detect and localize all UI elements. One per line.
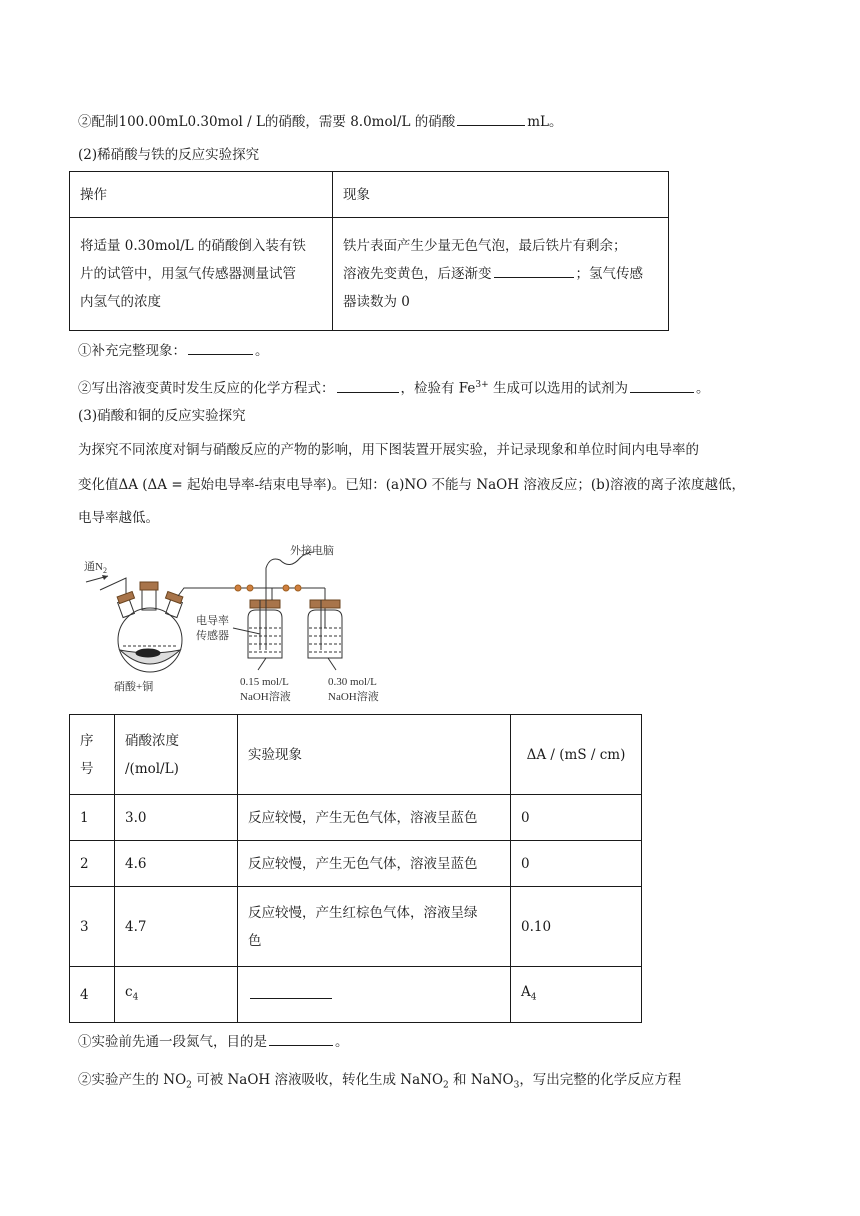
text: ②实验产生的 NO: [78, 1072, 187, 1088]
text: 可被 NaOH 溶液吸收，转化生成 NaNO: [191, 1072, 444, 1088]
cell-phenomenon: 反应较慢，产生无色气体，溶液呈蓝色: [238, 795, 511, 841]
n2-label: 通$N_2$: [84, 561, 107, 575]
subscript: 2: [186, 1080, 192, 1091]
table-row: [70, 967, 642, 1023]
text: 。: [335, 1034, 349, 1050]
section-heading-3: (3)硝酸和铜的反应实验探究: [78, 408, 246, 424]
paragraph-line: 电导率越低。: [78, 510, 159, 526]
answer-blank[interactable]: [457, 110, 525, 126]
superscript: 3+: [475, 380, 489, 390]
subscript: 4: [132, 992, 139, 1003]
text: mL。: [527, 114, 563, 130]
header-delta-a: ΔA / (mS / cm): [511, 715, 642, 795]
three-neck-flask: [117, 582, 183, 672]
subscript: 2: [443, 1080, 449, 1091]
text: 。: [696, 380, 710, 397]
sensor-label: 传感器: [196, 630, 229, 642]
bottle1-label: NaOH溶液: [240, 691, 291, 703]
cell-delta-a: 0: [511, 795, 642, 841]
table-row: [70, 795, 642, 841]
header-number: [70, 715, 115, 795]
cell-number: 2: [70, 841, 115, 887]
text: 和 NaNO: [448, 1072, 514, 1088]
subscript: 4: [530, 992, 537, 1003]
apparatus-diagram: [78, 538, 408, 708]
cell-delta-a: [511, 967, 642, 1023]
ph-line: 器读数为 0: [343, 294, 410, 310]
text: 硝酸浓度: [125, 732, 179, 749]
header-phenomenon: 现象: [333, 172, 669, 218]
cell-phenomenon: [238, 967, 511, 1023]
ph-line: [343, 260, 658, 288]
table-row: [70, 841, 642, 887]
text: ；氢气传感: [575, 266, 643, 282]
operation-cell: [70, 218, 333, 331]
leader-line: [233, 628, 260, 634]
joint: [295, 585, 301, 591]
text: 号: [80, 760, 94, 777]
answer-blank[interactable]: [188, 339, 253, 355]
cell-phenomenon: [238, 887, 511, 967]
cell-concentration: 3.0: [115, 795, 238, 841]
cell-concentration: 4.6: [115, 841, 238, 887]
answer-blank[interactable]: [337, 377, 399, 393]
op-line: 内氢气的浓度: [80, 294, 161, 310]
text: ，写出完整的化学反应方程: [519, 1072, 682, 1088]
cell-delta-a: 0: [511, 841, 642, 887]
copper-experiment-table: [69, 714, 642, 1023]
joint: [283, 585, 289, 591]
header-concentration: [115, 715, 238, 795]
gas-wash-bottle-1: [248, 600, 282, 658]
cell-concentration: [115, 967, 238, 1023]
text: ②写出溶液变黄时发生反应的化学方程式：: [78, 380, 335, 397]
header-operation: 操作: [70, 172, 333, 218]
text: 生成可以选用的试剂为: [488, 380, 628, 397]
question-equation-fe3: [78, 375, 710, 399]
cell-number: 1: [70, 795, 115, 841]
joint: [247, 585, 253, 591]
question-complete-phenomenon: [78, 339, 269, 361]
answer-blank[interactable]: [250, 983, 332, 999]
text: /(mol/L): [125, 760, 179, 777]
leader-line: [258, 658, 266, 670]
cell-concentration: 4.7: [115, 887, 238, 967]
answer-blank[interactable]: [630, 377, 694, 393]
text: 反应较慢，产生红棕色气体，溶液呈绿: [248, 904, 478, 921]
bottle2-label: NaOH溶液: [328, 691, 379, 703]
question-prepare-nitric-acid: [78, 110, 563, 132]
cell-phenomenon: 反应较慢，产生无色气体，溶液呈蓝色: [238, 841, 511, 887]
cell-delta-a: 0.10: [511, 887, 642, 967]
text: A: [521, 983, 531, 1000]
text: 色: [248, 932, 262, 949]
op-line: 将适量 0.30mol/L 的硝酸倒入装有铁: [80, 238, 306, 254]
joint: [235, 585, 241, 591]
paragraph-line: 变化值ΔA (ΔA = 起始电导率-结束电导率)。已知：(a)NO 不能与 NaOH 溶液反应；(b)溶液的离子浓度越低，: [78, 477, 745, 493]
bottle1-label: 0.15 mol/L: [240, 676, 289, 688]
question-nitrogen-purpose: [78, 1030, 349, 1052]
bottle2-label: 0.30 mol/L: [328, 676, 377, 688]
subscript: 3: [513, 1080, 520, 1091]
flask-label: 硝酸+铜: [114, 681, 154, 693]
text: c: [125, 983, 133, 1000]
iron-experiment-table: [69, 171, 669, 331]
cell-number: 4: [70, 967, 115, 1023]
text: 序: [80, 732, 94, 749]
text: 。: [255, 343, 269, 359]
leader-line: [328, 658, 336, 670]
section-heading-2: (2)稀硝酸与铁的反应实验探究: [78, 147, 260, 163]
op-line: 片的试管中，用氢气传感器测量试管: [80, 266, 296, 282]
text: 溶液先变黄色，后逐渐变: [343, 266, 492, 282]
computer-label: 外接电脑: [290, 545, 334, 557]
text: ①实验前先通一段氮气，目的是: [78, 1034, 267, 1050]
sensor-label: 电导率: [196, 615, 229, 627]
text: ②配制100.00mL0.30mol / L的硝酸，需要 8.0mol/L 的硝酸: [78, 114, 456, 130]
answer-blank[interactable]: [269, 1030, 333, 1046]
paragraph-line: 为探究不同浓度对铜与硝酸反应的产物的影响，用下图装置开展实验，并记录现象和单位时间内电导率的: [78, 442, 699, 458]
ph-line: 铁片表面产生少量无色气泡，最后铁片有剩余；: [343, 238, 627, 254]
phenomenon-cell: [333, 218, 669, 331]
answer-blank[interactable]: [494, 262, 574, 278]
table-row: [70, 887, 642, 967]
cell-number: 3: [70, 887, 115, 967]
header-phenomenon: 实验现象: [238, 715, 511, 795]
question-no2-absorption: [78, 1070, 681, 1096]
text: ，检验有 Fe: [400, 380, 476, 397]
text: ①补充完整现象：: [78, 343, 186, 359]
